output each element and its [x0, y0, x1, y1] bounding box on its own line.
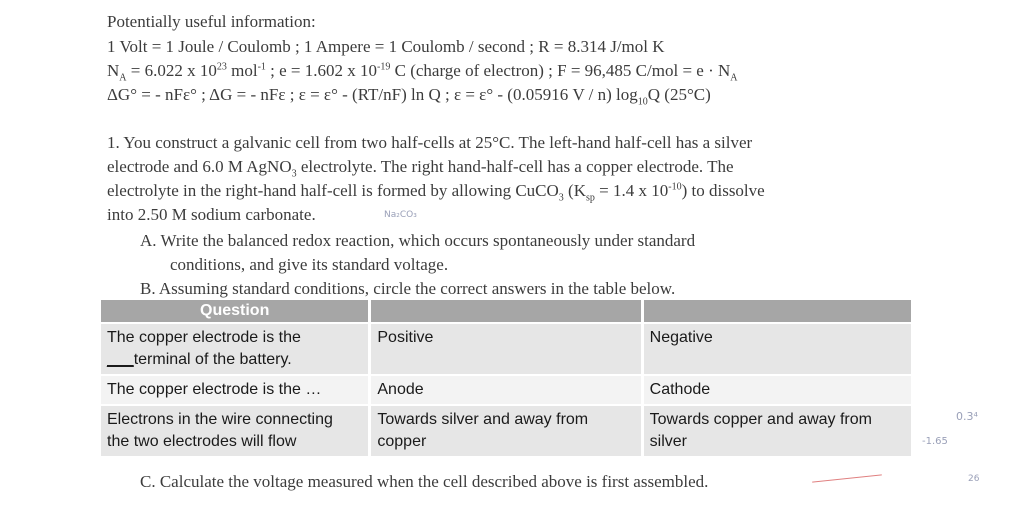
question1-line1: 1. You construct a galvanic cell from two half-cells at 25°C. The left-hand half-cell has a silver — [107, 133, 753, 152]
info-constants-line: $N_A = 6.022$ x $10^{23}$ mol$^{-1}$ ; e = 1.602 x $10^{-19}$ C (charge of electron) ; F = 96,485 $C/mol = e \cdot N_A$ — [107, 61, 738, 84]
part-a-line2: conditions, and give its standard voltage. — [170, 255, 449, 274]
question1-line2: electrode and 6.0 M AgNO$_3$ electrolyte. The right hand-half-cell has a copper electrode. The — [107, 157, 734, 180]
part-c-line: C. Calculate the voltage measured when the cell described above is first assembled. — [140, 472, 709, 491]
answer-option-towards-silver[interactable]: Towards silver and away from copper — [371, 406, 640, 456]
answer-option-towards-copper[interactable]: Towards copper and away from silver — [644, 406, 911, 456]
question1-line3: electrolyte in the right-hand half-cell is formed by allowing CuCO$_3$ ($K_{sp} = 1.4$ x $10^{-10}$) to dissolve — [107, 181, 765, 204]
answer-option-positive[interactable]: Positive — [371, 324, 640, 374]
info-heading: Potentially useful information: — [107, 12, 316, 31]
part-b-line: B. Assuming standard conditions, circle the correct answers in the table below. — [140, 279, 676, 298]
table-header-empty — [371, 300, 640, 322]
table-row — [101, 324, 911, 374]
table-header-row — [101, 300, 911, 322]
table-cell-question: Electrons in the wire connecting the two electrodes will flow — [101, 406, 368, 456]
info-equations-line: ΔG° = - nFε° ; ΔG = - nFε ; ε = ε° - (RT/nF) ln Q ; ε = ε° - (0.05916 V / n) $\log_{10}Q$ (25°C) — [107, 85, 711, 108]
handwritten-note-margin: -1.65 — [922, 436, 948, 447]
table-header-question: Question — [101, 300, 368, 322]
handwritten-note-margin: 26 — [968, 474, 980, 484]
table-row — [101, 376, 911, 404]
answer-table — [98, 298, 914, 458]
part-a-line1: A. Write the balanced redox reaction, which occurs spontaneously under standard — [140, 231, 696, 250]
table-cell-question: The copper electrode is the … — [101, 376, 368, 404]
info-units-line: 1 Volt = 1 Joule / Coulomb ; 1 Ampere = 1 Coulomb / second ; R = 8.314 J/mol K — [107, 37, 665, 56]
question1-line4: into 2.50 M sodium carbonate. — [107, 205, 316, 224]
table-cell-question: The copper electrode is the ___terminal of the battery. — [101, 324, 368, 374]
answer-option-anode[interactable]: Anode — [371, 376, 640, 404]
answer-option-cathode[interactable]: Cathode — [644, 376, 911, 404]
table-header-empty — [644, 300, 911, 322]
pencil-stroke — [812, 474, 882, 482]
table-row — [101, 406, 911, 456]
handwritten-note-carbonate: Na₂CO₃ — [384, 210, 417, 220]
handwritten-note-margin: 0.3⁴ — [956, 410, 978, 423]
answer-option-negative[interactable]: Negative — [644, 324, 911, 374]
